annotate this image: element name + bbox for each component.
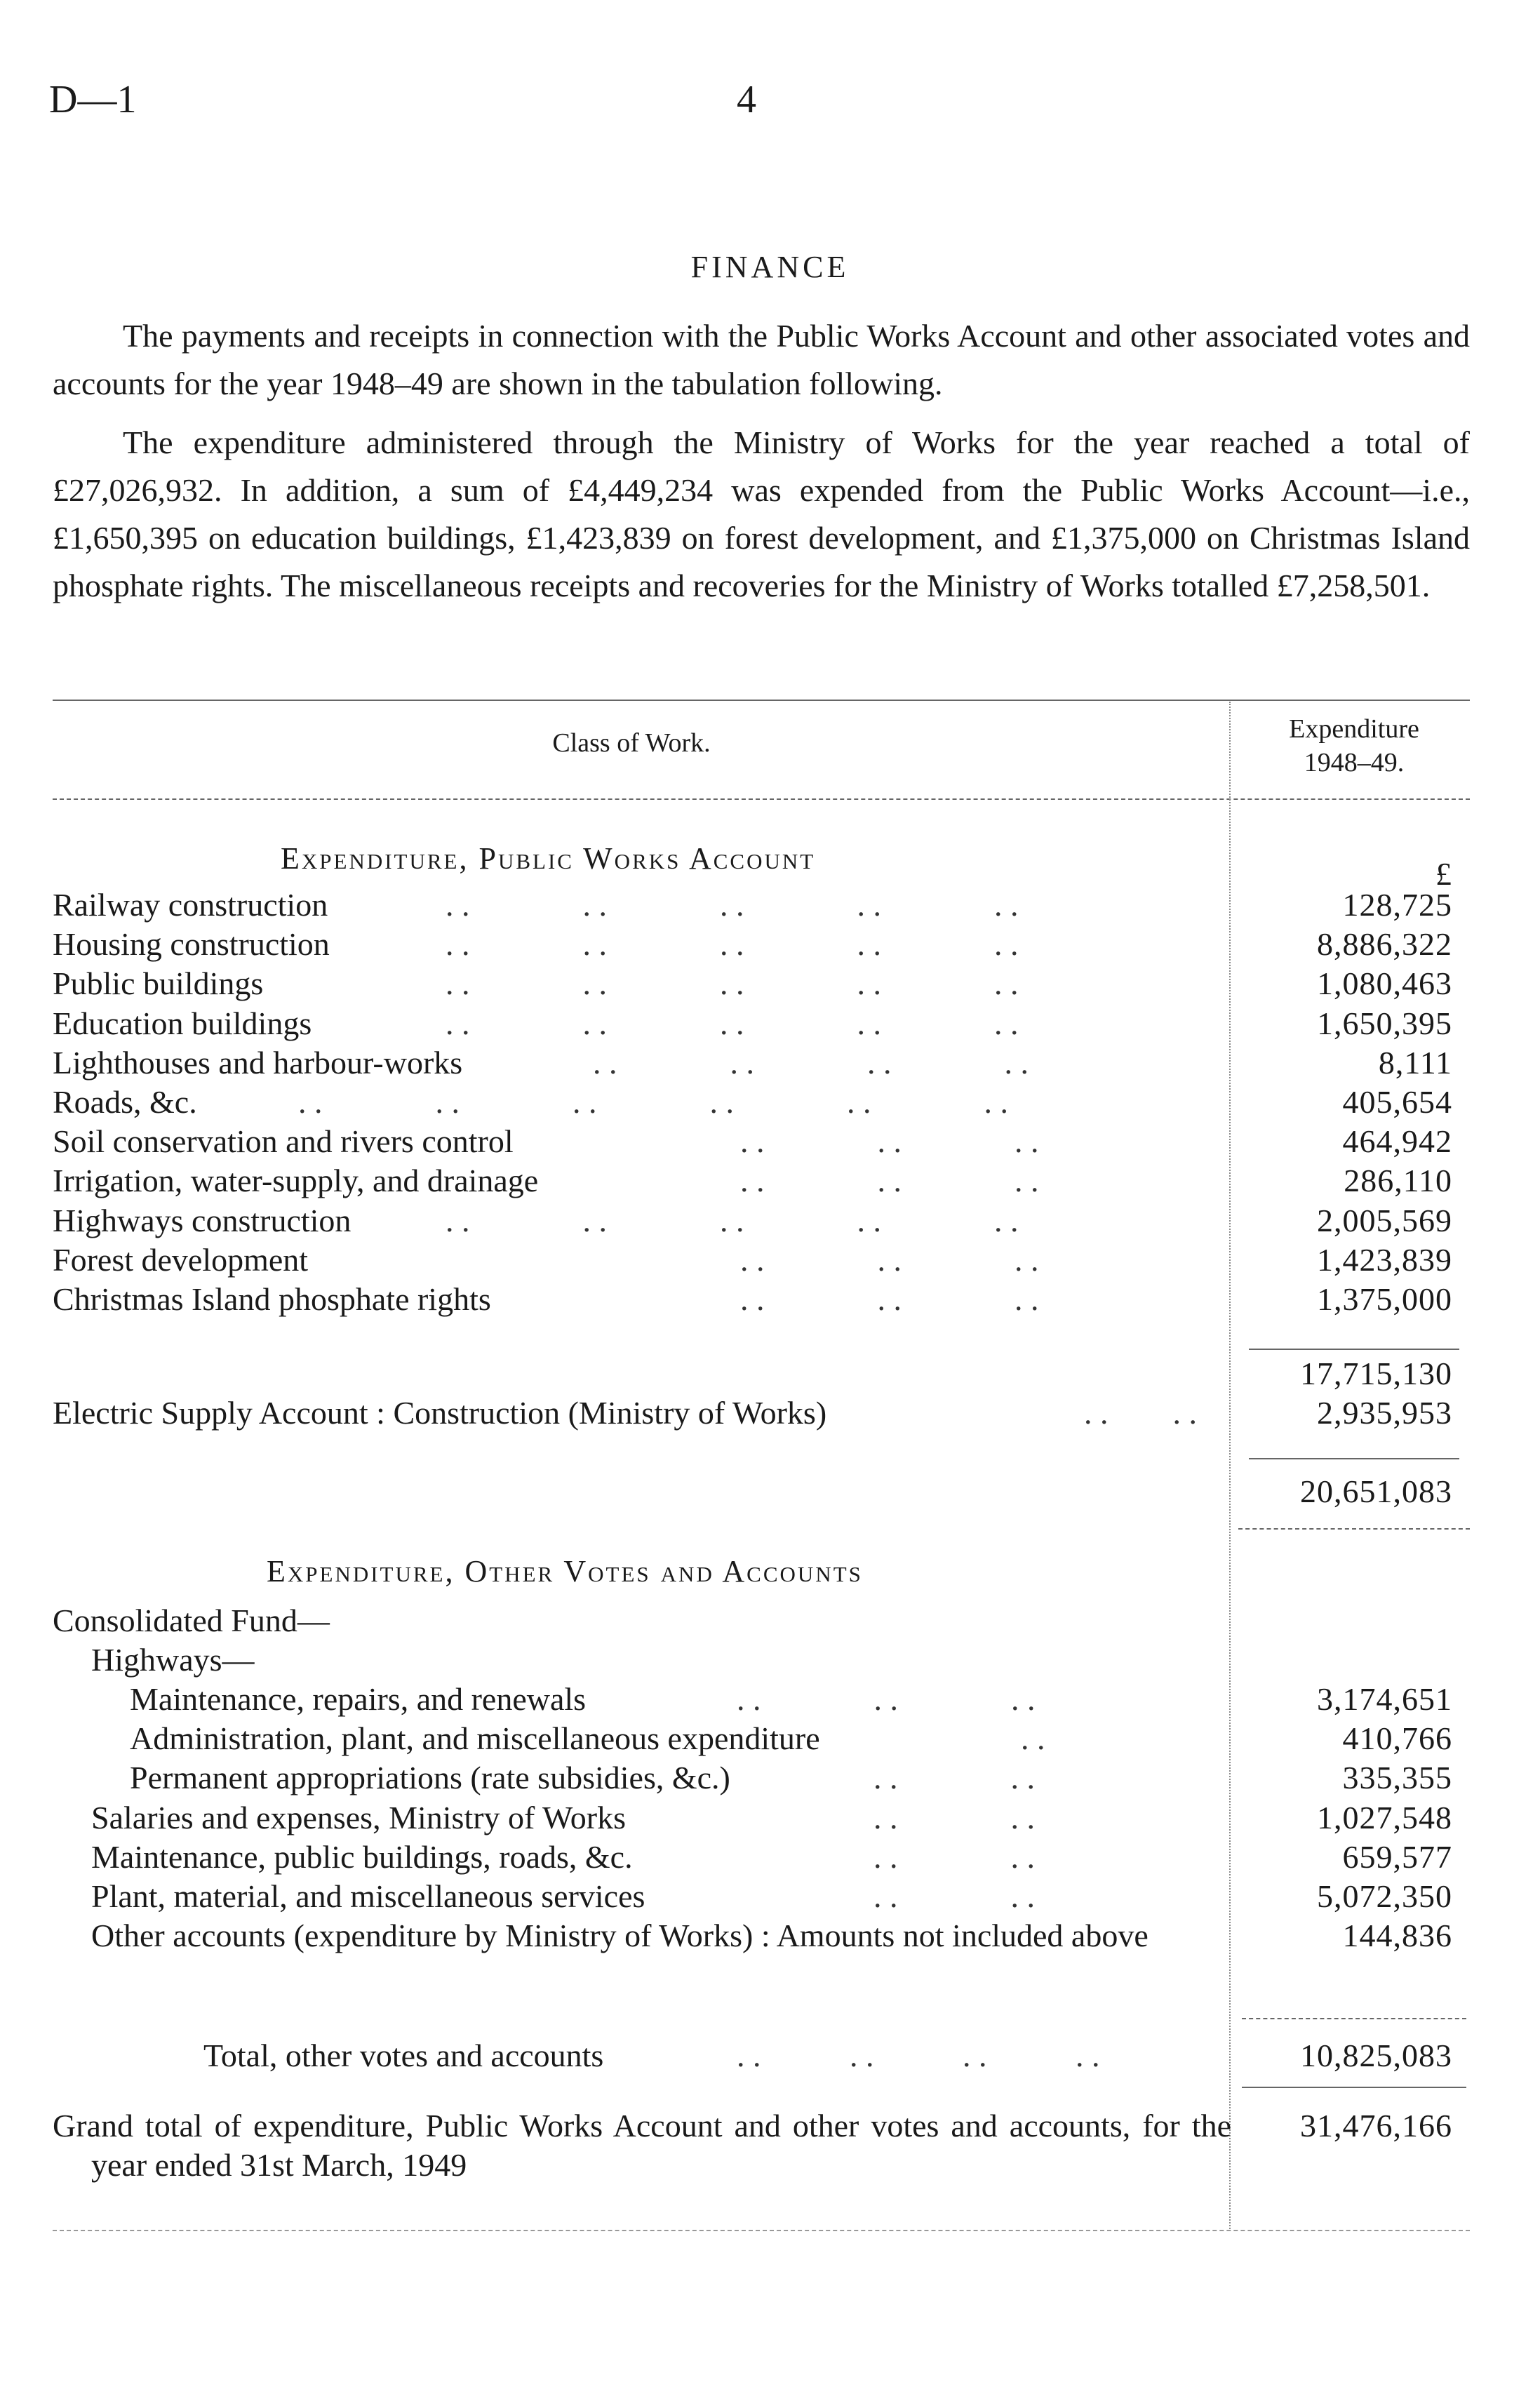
table-row bbox=[91, 1916, 1231, 1955]
row-label: Railway construction bbox=[53, 887, 328, 923]
leader-dots: . . . . . . . . . . bbox=[446, 1005, 1019, 1041]
other-total-label: Total, other votes and accounts bbox=[203, 2038, 604, 2073]
other-total-row: Total, other votes and accounts . . . . . . . . bbox=[203, 2036, 1231, 2075]
grand-total-label: Grand total of expenditure, Public Works Account and other votes and accounts, for the year ended 31st March, 1949 bbox=[53, 2108, 1231, 2183]
table-row bbox=[53, 1083, 1231, 1122]
row-amount: 286,110 bbox=[1344, 1163, 1452, 1199]
leader-dots: . . . . bbox=[873, 1878, 1035, 1914]
row-amount: 464,942 bbox=[1342, 1123, 1452, 1160]
table-top-rule bbox=[53, 700, 1470, 701]
table-row bbox=[53, 964, 1231, 1003]
section-heading-public-works: Expenditure, Public Works Account bbox=[281, 841, 816, 876]
table-row bbox=[130, 1719, 1231, 1758]
public-works-subtotal: 17,715,130 bbox=[1300, 1356, 1452, 1391]
page-title: FINANCE bbox=[690, 250, 850, 284]
grand-total-row bbox=[53, 2106, 1231, 2185]
leader-dots: . . . . . . . . . . bbox=[446, 965, 1019, 1002]
row-amount: 144,836 bbox=[1342, 1918, 1452, 1954]
row-amount: 3,174,651 bbox=[1317, 1681, 1452, 1717]
leader-dots: . . . . . . bbox=[740, 1123, 1039, 1160]
currency-symbol: £ bbox=[1435, 856, 1452, 892]
row-label: Highways construction bbox=[53, 1202, 351, 1238]
leader-dots: . . . . . . . . . . bbox=[446, 926, 1019, 963]
leader-dots: . . . . bbox=[873, 1799, 1035, 1835]
total-rule bbox=[1249, 1458, 1459, 1459]
table-header-rule bbox=[53, 798, 1470, 800]
table-bottom-rule bbox=[53, 2230, 1470, 2231]
leader-dots: . . . . bbox=[873, 1760, 1035, 1796]
leader-dots: . . . . . . . . . . . . bbox=[298, 1084, 1008, 1120]
column-header-expenditure-line2: 1948–49. bbox=[1304, 748, 1405, 777]
row-label: Soil conservation and rivers control bbox=[53, 1123, 514, 1160]
public-works-total: 20,651,083 bbox=[1300, 1473, 1452, 1509]
leader-dots: . . . . . . bbox=[737, 1681, 1036, 1717]
highways-row bbox=[91, 1640, 1270, 1680]
row-label: Forest development bbox=[53, 1241, 309, 1278]
table-row bbox=[130, 1758, 1231, 1798]
row-label: Irrigation, water-supply, and drainage bbox=[53, 1163, 539, 1199]
electric-supply-amount: 2,935,953 bbox=[1317, 1395, 1452, 1431]
electric-supply-row: Electric Supply Account : Construction (Ministry of Works) . . . . bbox=[53, 1393, 1231, 1433]
row-amount: 1,423,839 bbox=[1317, 1241, 1452, 1278]
page-number: 4 bbox=[737, 78, 756, 121]
row-amount: 659,577 bbox=[1342, 1838, 1452, 1875]
leader-dots: . . . . . . . . . . bbox=[446, 887, 1019, 923]
row-amount: 1,650,395 bbox=[1317, 1005, 1452, 1041]
table-row bbox=[53, 1043, 1231, 1083]
row-amount: 5,072,350 bbox=[1317, 1878, 1452, 1914]
row-label: Permanent appropriations (rate subsidies, &c.) bbox=[130, 1760, 730, 1796]
table-row bbox=[53, 1240, 1231, 1280]
row-label: Public buildings bbox=[53, 965, 264, 1002]
table-row bbox=[53, 1280, 1231, 1319]
table-row bbox=[53, 925, 1231, 964]
electric-supply-label: Electric Supply Account : Construction (Ministry of Works) bbox=[53, 1395, 827, 1431]
row-label: Plant, material, and miscellaneous services bbox=[91, 1878, 645, 1914]
section-end-rule bbox=[1238, 1528, 1470, 1530]
column-header-expenditure-line1: Expenditure bbox=[1289, 714, 1419, 744]
other-total-rule bbox=[1242, 2018, 1466, 2019]
report-code: D—1 bbox=[49, 78, 137, 121]
table-row bbox=[53, 1161, 1231, 1200]
grand-total-amount: 31,476,166 bbox=[1300, 2108, 1452, 2143]
row-amount: 8,111 bbox=[1378, 1044, 1452, 1081]
column-header-expenditure bbox=[1242, 712, 1466, 780]
leader-dots: . . . . . . bbox=[740, 1241, 1039, 1278]
consolidated-fund-label: Consolidated Fund— bbox=[53, 1603, 330, 1638]
row-label: Administration, plant, and miscellaneous expenditure bbox=[130, 1720, 820, 1757]
row-amount: 1,027,548 bbox=[1317, 1799, 1452, 1835]
row-label: Maintenance, repairs, and renewals bbox=[130, 1681, 587, 1717]
consolidated-fund-row bbox=[53, 1601, 1231, 1640]
row-label: Education buildings bbox=[53, 1005, 312, 1041]
column-header-class: Class of Work. bbox=[552, 728, 711, 758]
subtotal-rule bbox=[1249, 1349, 1459, 1350]
intro-paragraph-2: The expenditure administered through the Ministry of Works for the year reached a total of £27,026,932. In addition, a sum of £4,449,234 was expended from the Public Works Account—i.e., £1,650,395 on education buildings, £1,423,839 on forest development, and £1,375,000 on Christmas Island phosphate rights. The miscellaneous receipts and recoveries for the Ministry of Works totalled £7,258,501. bbox=[53, 424, 1470, 603]
row-amount: 8,886,322 bbox=[1317, 926, 1452, 963]
highways-label: Highways— bbox=[91, 1642, 255, 1678]
leader-dots: . . . . . . . . . . bbox=[446, 1202, 1019, 1238]
table-row bbox=[91, 1798, 1231, 1838]
leader-dots: . . . . . . bbox=[740, 1163, 1039, 1199]
row-amount: 2,005,569 bbox=[1317, 1202, 1452, 1238]
section-heading-other-votes: Expenditure, Other Votes and Accounts bbox=[267, 1554, 863, 1589]
row-label: Housing construction bbox=[53, 926, 330, 963]
intro-paragraph-1: The payments and receipts in connection with the Public Works Account and other associated votes and accounts for the year 1948–49 are shown in the tabulation following. bbox=[53, 318, 1470, 401]
row-amount: 1,080,463 bbox=[1317, 965, 1452, 1002]
table-row bbox=[91, 1877, 1231, 1916]
leader-dots: . . . . bbox=[873, 1838, 1035, 1875]
row-label: Salaries and expenses, Ministry of Works bbox=[91, 1799, 626, 1835]
table-row bbox=[53, 1201, 1231, 1240]
table-row bbox=[91, 1838, 1231, 1877]
table-row bbox=[130, 1680, 1231, 1719]
row-amount: 410,766 bbox=[1342, 1720, 1452, 1757]
table-row bbox=[53, 1122, 1231, 1161]
row-label: Maintenance, public buildings, roads, &c. bbox=[91, 1838, 633, 1875]
row-amount: 128,725 bbox=[1342, 887, 1452, 923]
leader-dots: . . . . . . bbox=[740, 1281, 1039, 1317]
other-votes-total: 10,825,083 bbox=[1300, 2038, 1452, 2073]
table-row bbox=[53, 885, 1231, 925]
leader-dots: . . bbox=[1021, 1720, 1045, 1757]
row-amount: 1,375,000 bbox=[1317, 1281, 1452, 1317]
row-label: Christmas Island phosphate rights bbox=[53, 1281, 491, 1317]
grand-total-rule bbox=[1242, 2087, 1466, 2088]
row-label: Other accounts (expenditure by Ministry of Works) : Amounts not included above bbox=[91, 1918, 1149, 1954]
row-label: Lighthouses and harbour-works bbox=[53, 1044, 463, 1081]
row-label: Roads, &c. bbox=[53, 1084, 197, 1120]
row-amount: 335,355 bbox=[1342, 1760, 1452, 1796]
table-row bbox=[53, 1004, 1231, 1043]
row-amount: 405,654 bbox=[1342, 1084, 1452, 1120]
leader-dots: . . . . . . . . bbox=[593, 1044, 1029, 1081]
